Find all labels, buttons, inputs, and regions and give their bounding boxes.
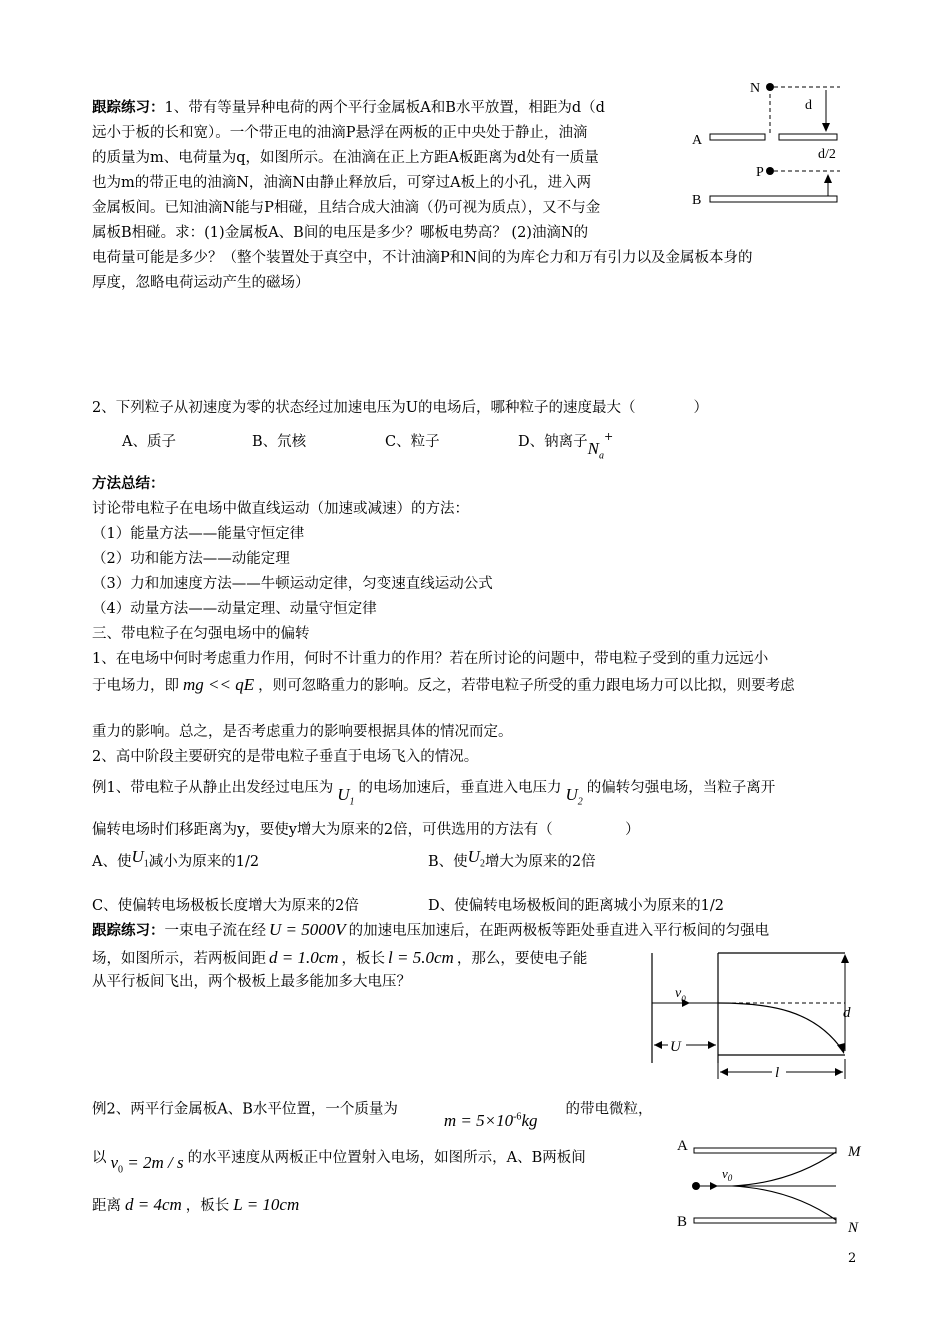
oil-drop-p [766,167,774,175]
ex1-line2: 偏转电场时们移距离为y，要使y增大为原来的2倍，可供选用的方法有（ ） [92,822,640,838]
ex2-line1: 例2、两平行金属板A、B水平位置，一个质量为$m = 5\times 10^{-6}kg$的带电微粒， [92,1101,653,1130]
q1-line-5: 金属板间。已知油滴N能与P相碰，且结合成大油滴（仍可视为质点），又不与金 [92,200,601,216]
u-arrow-right [708,1041,716,1049]
electron-trajectory [718,1003,843,1051]
q1-block-wide [92,246,872,296]
q2-stem: 2、下列粒子从初速度为零的状态经过加速电压为U的电场后，哪种粒子的速度最大（ ） [92,400,708,416]
q1-figure [680,72,860,217]
ex1-line1: 例1、带电粒子从静止出发经过电压为 $U_1$的电场加速后，垂直进入电压力 $U_2$的偏转匀强电场，当粒子离开 [92,780,776,808]
q1-heading: 跟踪练习： [92,100,165,116]
fig2-label-v: $v_0$ [675,986,686,1004]
method-heading: 方法总结： [92,476,165,492]
particle-mass: $m = 5\times 10^{-6}kg$ [443,1110,538,1130]
gravity-condition: mg << qE [183,675,255,694]
gap-d-arrowhead [841,954,849,963]
q1-line-8: 厚度，忽略电荷运动产生的磁场） [92,275,310,291]
ex2-plate-a [694,1148,836,1153]
trajectory-to-m [732,1152,836,1186]
trajectory-to-n [732,1186,836,1220]
track2-line3: 从平行板间飞出，两个极板上最多能加多大电压？ [92,974,411,990]
q2-option-a: A、质子 [122,433,176,450]
plate-gap: d = 1.0cm [269,948,339,967]
fig3-label-v: $v_0$ [722,1166,733,1183]
q2-options [122,424,722,460]
track2-heading: 跟踪练习： [92,923,165,939]
method-item-2: （2）功和能方法——动能定理 [92,551,290,567]
method-item-1: （1）能量方法——能量守恒定律 [92,526,305,542]
section3-p2: 2、高中阶段主要研究的是带电粒子垂直于电场飞入的情况。 [92,749,479,765]
fig2-label-l: l [775,1065,780,1081]
ex2-velocity-arrowhead [710,1182,718,1190]
fig3-label-n: N [848,1220,859,1236]
q2-option-b: B、氘核 [252,433,307,450]
q2-option-c: C、粒子 [385,433,440,450]
plate-a-right [779,134,837,140]
ex2-plate-b [694,1218,836,1223]
page-number: 2 [848,1251,857,1266]
fig1-label-b: B [692,193,702,208]
section3-p1-line2: 于电场力，即 mg << qE ，则可忽略重力的影响。反之，若带电粒子所受的重力跟电场力可以比拟，则要考虑 [92,675,795,694]
method-item-3: （3）力和加速度方法——牛顿运动定律，匀变速直线运动公式 [92,576,493,592]
sodium-ion-symbol: $N_a$ [587,438,604,462]
fig2-label-u: U [670,1039,681,1055]
section3-p1-line3: 重力的影响。总之，是否考虑重力的影响要根据具体的情况而定。 2、高中阶段主要研究的是带电粒子垂直于电场飞入的情况。 [92,724,513,765]
ex1-option-c: C、使偏转电场极板长度增大为原来的2倍 [92,898,359,914]
ex1-option-a: A、使$U_1$减小为原来的1/2 [92,847,260,870]
ex2-figure [672,1132,872,1242]
fig1-label-p: P [756,165,764,180]
fig1-label-d: d [805,98,812,113]
q1-line-3: 的质量为m、电荷量为q，如图所示。在油滴在正上方距A板距离为d处有一质量 [92,150,599,166]
fig1-half-arrowhead [824,174,832,183]
ex2-plate-length: L = 10cm [233,1195,300,1214]
q2-option-d: D、钠离子 [518,433,588,450]
fig2-label-d: d [843,1005,851,1021]
section3-title: 三、带电粒子在匀强电场中的偏转 [92,626,310,642]
initial-velocity: $v_0 = 2m / s$ [110,1153,184,1176]
l-arrow-right [835,1068,843,1076]
u1-symbol: $U_1$ [337,785,355,808]
charged-particle [692,1182,700,1190]
method-item-4: （4）动量方法——动量定理、动量守恒定律 [92,601,377,617]
sodium-ion-charge: + [603,430,614,443]
fig1-d-arrowhead [822,123,830,132]
track2-line2: 场，如图所示，若两板间距 d = 1.0cm ，板长 l = 5.0cm ，那么，要使电子能 [92,948,588,967]
q1-line-4: 也为m的带正电的油滴N，油滴N由静止释放后，可穿过A板上的小孔，进入两 [92,175,592,191]
ex1-option-d: D、使偏转电场极板间的距离城小为原来的1/2 [428,898,724,914]
method-summary [92,472,872,672]
track2-line1: 跟踪练习：一束电子流在经 U = 5000V 的加速电压加速后，在距两极板等距处垂直进入平行板间的匀强电 [92,920,770,939]
plate-b [710,196,837,202]
u-arrow-left [654,1041,662,1049]
q1-line-7: 电荷量可能是多少？（整个装置处于真空中，不计油滴P和N间的为库仑力和万有引力以及金属板本身的 [92,250,753,266]
section3-p1-line1: 1、在电场中何时考虑重力作用，何时不计重力的作用？若在所讨论的问题中，带电粒子受到的重力远远小 [92,651,769,667]
q1-line-6: 属板B相碰。求：(1)金属板A、B间的电压是多少？哪板电势高？ (2)油滴N的 [92,225,589,241]
fig3-label-b: B [677,1214,688,1230]
q1-block [92,96,667,246]
plate-length: l = 5.0cm [388,948,454,967]
ex1-option-b: B、使$U_2$增大为原来的2倍 [428,847,596,870]
fig1-label-a: A [692,133,703,148]
q1-line-2: 远小于板的长和宽）。一个带正电的油滴P悬浮在两板的正中央处于静止，油滴 [92,125,588,141]
fig1-label-d-half: d/2 [818,147,836,162]
fig1-label-n: N [750,81,761,96]
ex2-line2: 以 $v_0 = 2m / s$ 的水平速度从两板正中位置射入电场，如图所示，A、B两板间 [92,1150,586,1176]
track2-figure [640,945,870,1083]
plate-a-left [710,134,765,140]
fig3-label-a: A [677,1138,688,1154]
ex2-line3: 距离 d = 4cm ，板长 L = 10cm [92,1195,300,1214]
u2-symbol: $U_2$ [565,785,583,808]
accel-voltage: U = 5000V [269,920,346,939]
ex1-options-ab [92,846,872,883]
fig3-label-m: M [848,1144,861,1160]
method-intro: 讨论带电粒子在电场中做直线运动（加速或减速）的方法： [92,501,469,517]
q1-line-1: 1、带有等量异种电荷的两个平行金属板A和B水平放置，相距为d（d [164,100,605,116]
l-arrow-left [720,1068,728,1076]
ex2-plate-gap: d = 4cm [125,1195,182,1214]
